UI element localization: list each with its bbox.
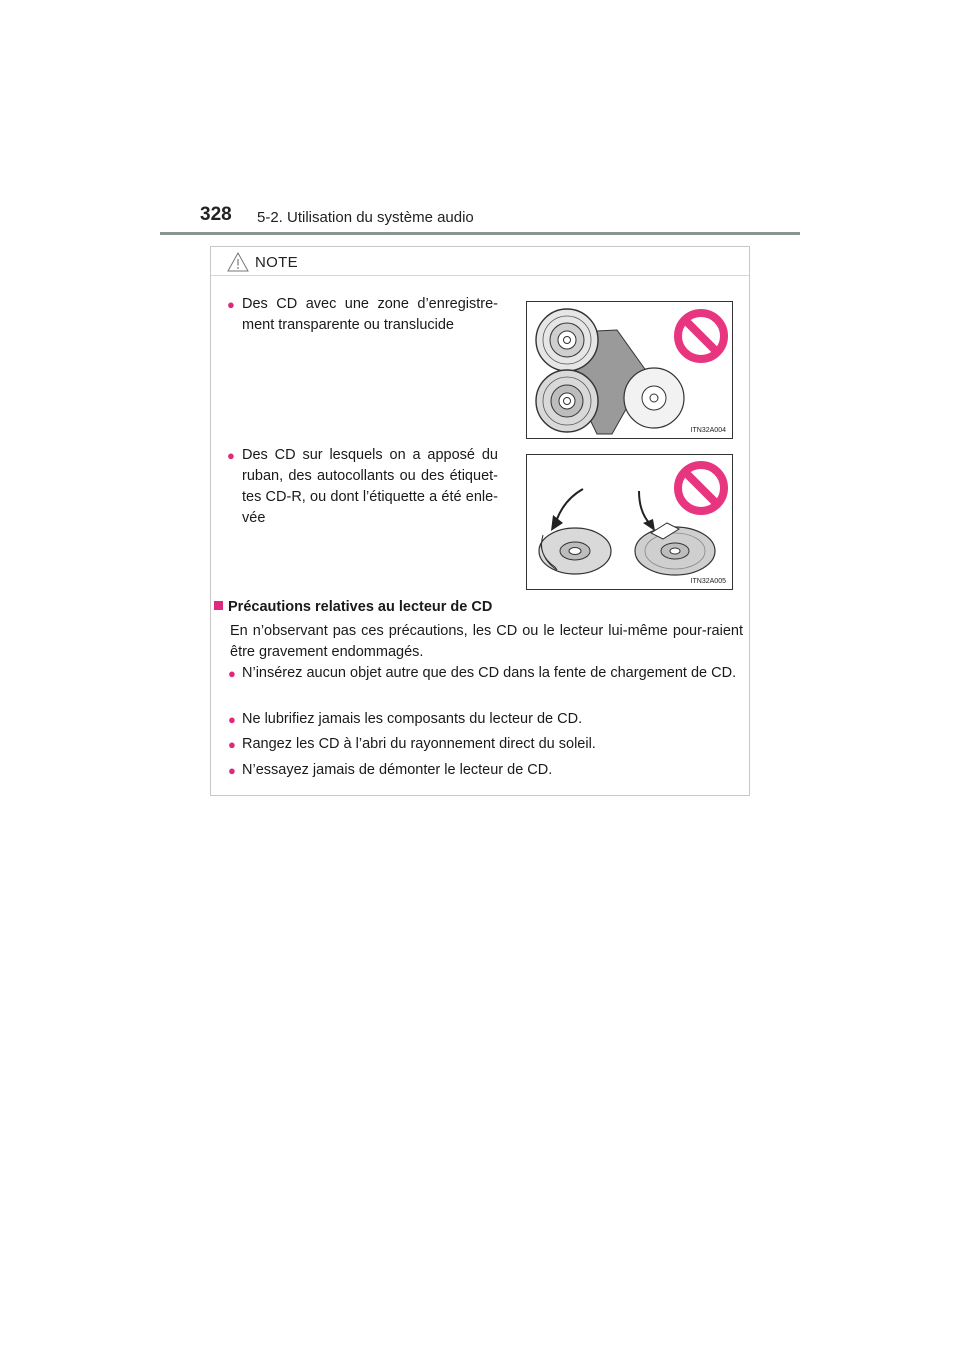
precaution-item: Ne lubrifiez jamais les composants du lecteur de CD.	[242, 711, 583, 727]
bullet-icon: ●	[228, 712, 236, 727]
precaution-item: N’insérez aucun objet autre que des CD dans la fente de chargement de CD.	[242, 665, 737, 681]
note-item-text: Des CD sur lesquels on a apposé du ruban, des autocollants ou des étiquet-tes CD-R, ou dont l’étiquette a été enle-vée	[242, 447, 498, 526]
section-title: 5-2. Utilisation du système audio	[257, 209, 474, 226]
figure-code: ITN32A004	[690, 427, 726, 434]
precautions-heading: Précautions relatives au lecteur de CD	[211, 599, 492, 615]
note-item-text: Des CD avec une zone d’enregistre-ment transparente ou translucide	[242, 296, 498, 333]
precaution-item: Rangez les CD à l’abri du rayonnement direct du soleil.	[242, 736, 596, 752]
warning-triangle-icon	[227, 252, 249, 272]
cd-labeled-illustration	[527, 455, 732, 589]
prohibition-sign-icon	[678, 313, 724, 359]
bullet-icon: ●	[227, 297, 235, 312]
bullet-icon: ●	[228, 763, 236, 778]
note-box	[210, 246, 750, 796]
figure-code: ITN32A005	[690, 578, 726, 585]
note-header	[211, 247, 749, 276]
figure-taped-cd	[526, 454, 733, 590]
cd-transparent-illustration	[527, 302, 732, 438]
square-bullet-icon	[214, 601, 223, 610]
precautions-intro: En n’observant pas ces précautions, les CD ou le lecteur lui-même pour-raient être gravement endommagés.	[230, 623, 743, 660]
precaution-item: N’essayez jamais de démonter le lecteur de CD.	[242, 762, 553, 778]
prohibition-sign-icon	[678, 465, 724, 511]
header-rule	[160, 232, 800, 235]
figure-transparent-cd	[526, 301, 733, 439]
note-label: NOTE	[255, 254, 298, 271]
bullet-icon: ●	[228, 666, 236, 681]
page-number: 328	[200, 204, 232, 225]
bullet-icon: ●	[227, 448, 235, 463]
bullet-icon: ●	[228, 737, 236, 752]
